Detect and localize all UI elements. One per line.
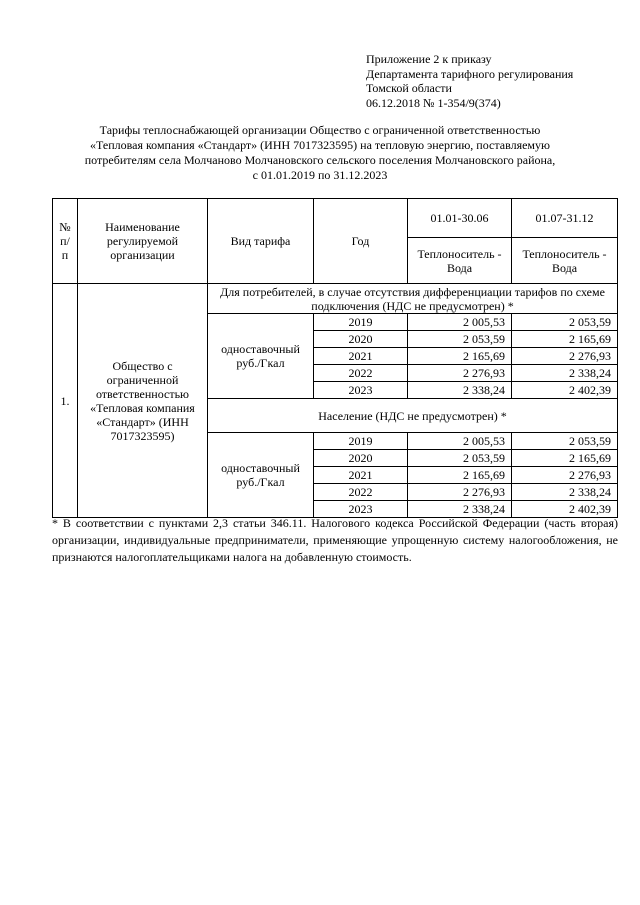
appendix-line: Томской области xyxy=(366,81,452,95)
year-cell: 2019 xyxy=(314,314,408,331)
value-cell: 2 276,93 xyxy=(408,484,512,501)
year-cell: 2020 xyxy=(314,331,408,348)
value-cell: 2 165,69 xyxy=(512,450,618,467)
year-cell: 2022 xyxy=(314,484,408,501)
title-period: с 01.01.2019 по 31.12.2023 xyxy=(252,168,388,182)
title-line: потребителям села Молчаново Молчановского сельского поселения Молчановского района, xyxy=(84,153,556,167)
value-cell: 2 402,39 xyxy=(512,382,618,399)
header-tariff-type: Вид тарифа xyxy=(208,199,314,284)
year-cell: 2020 xyxy=(314,450,408,467)
appendix-line: Департамента тарифного регулирования xyxy=(366,66,574,81)
year-cell: 2022 xyxy=(314,365,408,382)
appendix-line: Приложение 2 к приказу xyxy=(366,52,492,66)
title-line: «Тепловая компания «Стандарт» (ИНН 7017323595) на тепловую энергию, поставляемую xyxy=(90,138,550,152)
year-cell: 2023 xyxy=(314,501,408,518)
header-num: № п/ п xyxy=(53,199,78,284)
value-cell: 2 005,53 xyxy=(408,314,512,331)
header-year: Год xyxy=(314,199,408,284)
value-cell: 2 053,59 xyxy=(408,450,512,467)
value-cell: 2 338,24 xyxy=(512,365,618,382)
header-org: Наименование регулируемой организации xyxy=(78,199,208,284)
year-cell: 2021 xyxy=(314,467,408,484)
header-period-1: 01.01-30.06 xyxy=(408,199,512,238)
value-cell: 2 165,69 xyxy=(408,467,512,484)
header-period-2: 01.07-31.12 xyxy=(512,199,618,238)
value-cell: 2 402,39 xyxy=(512,501,618,518)
year-cell: 2021 xyxy=(314,348,408,365)
value-cell: 2 276,93 xyxy=(512,467,618,484)
value-cell: 2 053,59 xyxy=(512,314,618,331)
title-line: Тарифы теплоснабжающей организации Общество с ограниченной ответственностью xyxy=(99,123,541,137)
group1-tariff-type: одноставочный руб./Гкал xyxy=(208,314,314,399)
year-cell: 2023 xyxy=(314,382,408,399)
value-cell: 2 338,24 xyxy=(408,382,512,399)
header-carrier-2: Теплоноситель - Вода xyxy=(512,238,618,284)
appendix-header xyxy=(366,52,573,110)
value-cell: 2 338,24 xyxy=(408,501,512,518)
row-number: 1. xyxy=(53,284,78,518)
value-cell: 2 165,69 xyxy=(408,348,512,365)
value-cell: 2 005,53 xyxy=(408,433,512,450)
year-cell: 2019 xyxy=(314,433,408,450)
tariff-table xyxy=(52,198,618,518)
value-cell: 2 053,59 xyxy=(512,433,618,450)
group1-caption: Для потребителей, в случае отсутствия дифференциации тарифов по схеме подключения (НДС не предусмотрен) * xyxy=(208,284,618,314)
value-cell: 2 338,24 xyxy=(512,484,618,501)
value-cell: 2 276,93 xyxy=(512,348,618,365)
value-cell: 2 053,59 xyxy=(408,331,512,348)
group2-caption: Население (НДС не предусмотрен) * xyxy=(208,399,618,433)
organization-name: Общество с ограниченной ответственностью «Тепловая компания «Стандарт» (ИНН 7017323595) xyxy=(78,284,208,518)
value-cell: 2 276,93 xyxy=(408,365,512,382)
group2-tariff-type: одноставочный руб./Гкал xyxy=(208,433,314,518)
appendix-order-number: 06.12.2018 № 1-354/9(374) xyxy=(366,95,501,110)
document-title xyxy=(60,123,580,183)
header-carrier-1: Теплоноситель - Вода xyxy=(408,238,512,284)
footnote: * В соответствии с пунктами 2,3 статьи 346.11. Налогового кодекса Российской Федерации (часть вторая) организации, индивидуальные предприниматели, применяющие упрощенную систему налогообложения, не признаются налогоплательщиками налога на добавленную стоимость. xyxy=(52,516,618,564)
value-cell: 2 165,69 xyxy=(512,331,618,348)
